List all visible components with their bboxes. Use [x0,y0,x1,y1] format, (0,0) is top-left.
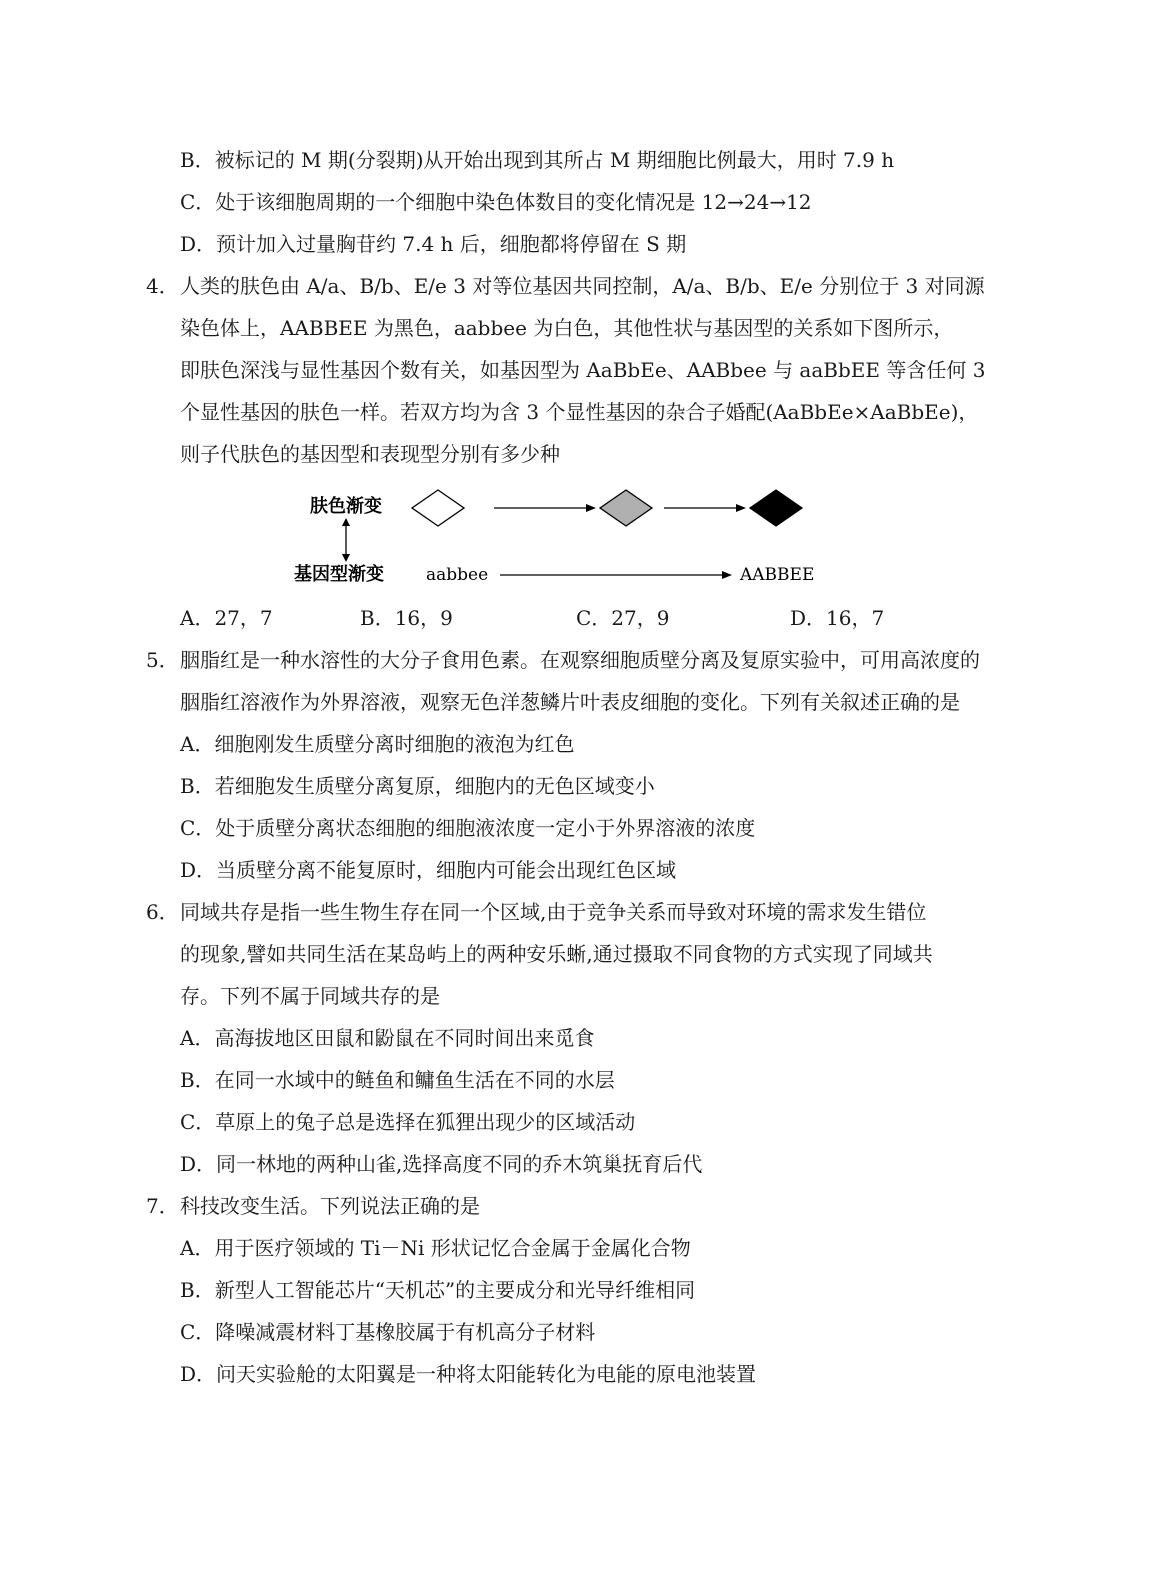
q7-option-c: C．降噪减震材料丁基橡胶属于有机高分子材料 [180,1320,596,1344]
q6-option-d: D．同一林地的两种山雀,选择高度不同的乔木筑巢抚育后代 [180,1152,703,1176]
q6-option-a: A．高海拔地区田鼠和鼢鼠在不同时间出来觅食 [180,1026,595,1050]
q6-number: 6． [146,900,179,924]
q7-number: 7． [146,1194,179,1218]
q4-option-c: C．27，9 [576,606,670,630]
q4-stem-line-3: 即肤色深浅与显性基因个数有关，如基因型为 AaBbEe、AABbee 与 aaBbEE 等含任何 3 [180,358,986,382]
q5-option-a: A．细胞刚发生质壁分离时细胞的液泡为红色 [180,732,575,756]
q5-option-c: C．处于质壁分离状态细胞的细胞液浓度一定小于外界溶液的浓度 [180,816,756,840]
q7-stem-line-1: 科技改变生活。下列说法正确的是 [180,1194,480,1218]
arrow-icon-1 [494,504,596,512]
q5-option-b: B．若细胞发生质壁分离复原，细胞内的无色区域变小 [180,774,655,798]
skin-color-diagram [290,478,850,598]
q4-stem-line-5: 则子代肤色的基因型和表现型分别有多少种 [180,442,560,466]
q4-stem-line-4: 个显性基因的肤色一样。若双方均为含 3 个显性基因的杂合子婚配(AaBbEe×AaBbEe)， [180,400,979,424]
q4-stem-line-2: 染色体上，AABBEE 为黑色，aabbee 为白色，其他性状与基因型的关系如下图所示， [180,316,954,340]
genotype-end: AABBEE [740,565,815,585]
q6-option-b: B．在同一水域中的鲢鱼和鳙鱼生活在不同的水层 [180,1068,615,1092]
q3-option-d: D．预计加入过量胸苷约 7.4 h 后，细胞都将停留在 S 期 [180,232,687,256]
q5-number: 5． [146,648,179,672]
arrow-icon-3 [500,571,732,579]
q4-option-b: B．16，9 [360,606,453,630]
q4-number: 4． [146,274,179,298]
q4-options [0,606,1152,630]
genotype-start: aabbee [426,565,489,585]
q4-option-d: D．16，7 [790,606,885,630]
q3-option-b: B．被标记的 M 期(分裂期)从开始出现到其所占 M 期细胞比例最大，用时 7.9 h [180,148,895,172]
q5-stem-line-1: 胭脂红是一种水溶性的大分子食用色素。在观察细胞质壁分离及复原实验中，可用高浓度的 [180,648,980,672]
q5-stem-line-2: 胭脂红溶液作为外界溶液，观察无色洋葱鳞片叶表皮细胞的变化。下列有关叙述正确的是 [180,690,960,714]
q7-option-d: D．问天实验舱的太阳翼是一种将太阳能转化为电能的原电池装置 [180,1362,757,1386]
q7-option-b: B．新型人工智能芯片“天机芯”的主要成分和光导纤维相同 [180,1278,696,1302]
diagram-label-skin-gradient: 肤色渐变 [310,496,382,517]
q7-option-a: A．用于医疗领域的 Ti－Ni 形状记忆合金属于金属化合物 [180,1236,691,1260]
q5-option-d: D．当质壁分离不能复原时，细胞内可能会出现红色区域 [180,858,677,882]
q6-stem-line-3: 存。下列不属于同域共存的是 [180,984,440,1008]
q4-option-a: A．27，7 [180,606,273,630]
q6-option-c: C．草原上的兔子总是选择在狐狸出现少的区域活动 [180,1110,636,1134]
diamond-white [412,490,464,526]
q6-stem-line-2: 的现象,譬如共同生活在某岛屿上的两种安乐蜥,通过摄取不同食物的方式实现了同域共 [180,942,933,966]
q4-stem-line-1: 人类的肤色由 A/a、B/b、E/e 3 对等位基因共同控制，A/a、B/b、E/e 分别位于 3 对同源 [180,274,985,298]
double-arrow-icon [342,518,350,562]
q3-option-c: C．处于该细胞周期的一个细胞中染色体数目的变化情况是 12→24→12 [180,190,812,214]
q6-stem-line-1: 同域共存是指一些生物生存在同一个区域,由于竞争关系而导致对环境的需求发生错位 [180,900,927,924]
diagram-label-genotype-gradient: 基因型渐变 [294,564,384,585]
diamond-black [750,490,802,526]
diamond-gray [600,490,652,526]
arrow-icon-2 [664,504,746,512]
